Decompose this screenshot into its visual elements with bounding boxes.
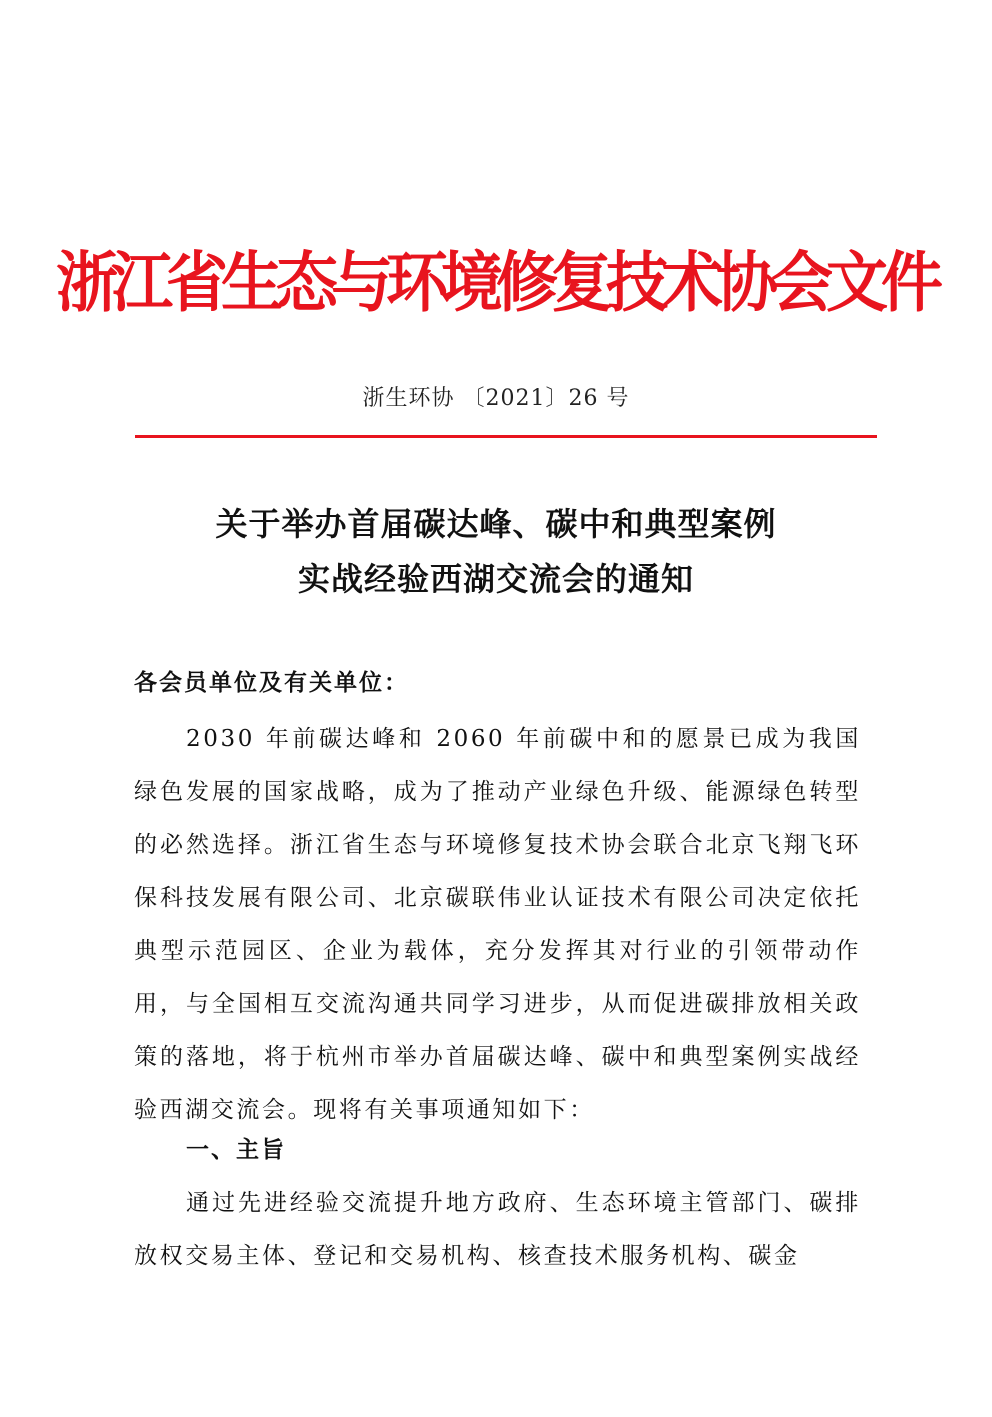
purpose-paragraph: 通过先进经验交流提升地方政府、生态环境主管部门、碳排放权交易主体、登记和交易机构、核查技术服务机构、碳金 xyxy=(134,1190,861,1269)
notice-title-line-1: 关于举办首届碳达峰、碳中和典型案例 xyxy=(215,505,777,543)
notice-title-line-2: 实战经验西湖交流会的通知 xyxy=(297,560,694,598)
section-heading-purpose: 一、主旨 xyxy=(186,1136,286,1163)
intro-paragraph: 2030 年前碳达峰和 2060 年前碳中和的愿景已成为我国绿色发展的国家战略，成为了推动产业绿色升级、能源绿色转型的必然选择。浙江省生态与环境修复技术协会联合北京飞翔飞环保科技发展有限公司、北京碳联伟业认证技术有限公司决定依托典型示范园区、企业为载体，充分发挥其对行业的引领带动作用，与全国相互交流沟通共同学习进步，从而促进碳排放相关政策的落地，将于杭州市举办首届碳达峰、碳中和典型案例实战经验西湖交流会。现将有关事项通知如下： xyxy=(134,726,861,1123)
salutation: 各会员单位及有关单位： xyxy=(134,669,409,696)
red-divider-line xyxy=(135,435,877,438)
document-number: 浙生环协 〔2021〕26 号 xyxy=(362,386,630,411)
masthead-title: 浙江省生态与环境修复技术协会文件 xyxy=(55,244,936,321)
